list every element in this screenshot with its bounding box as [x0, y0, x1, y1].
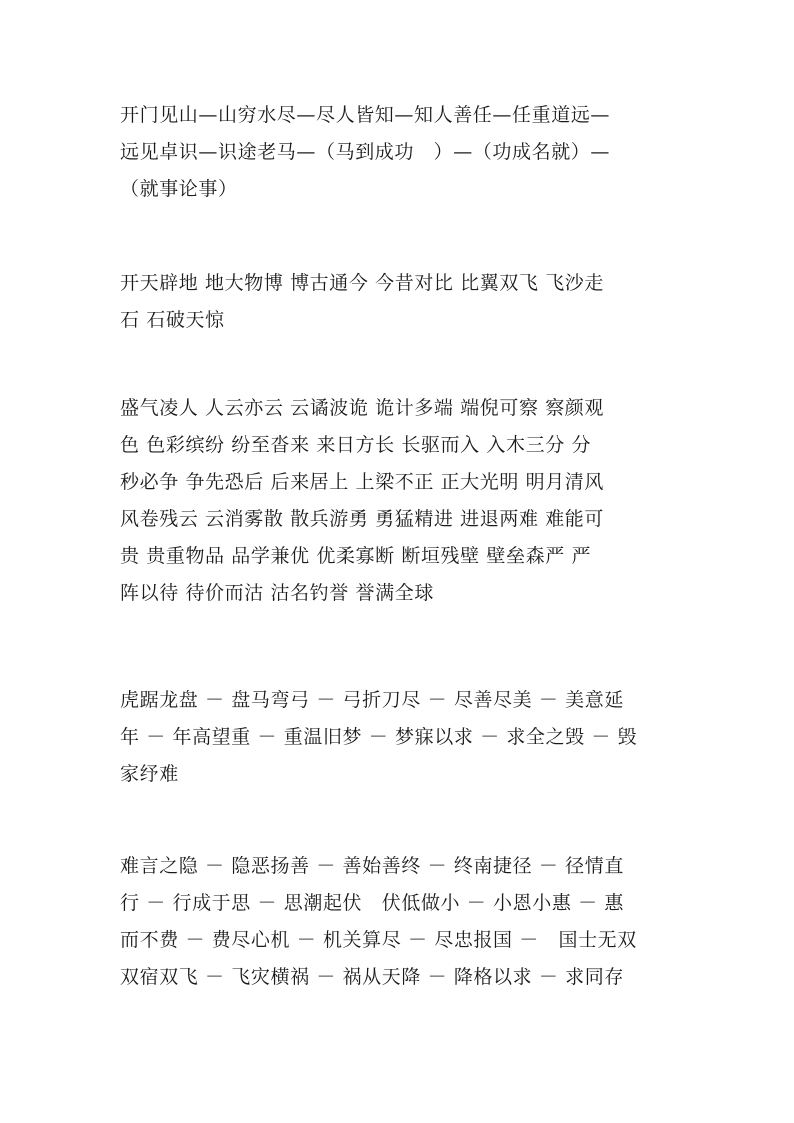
text-line: 远见卓识—识途老马—（马到成功 ）—（功成名就）— [120, 141, 611, 163]
paragraph-idiom-chain-4 [120, 682, 680, 793]
text-line: 盛气凌人 人云亦云 云谲波诡 诡计多端 端倪可察 察颜观 [120, 397, 604, 419]
text-line: 色 色彩缤纷 纷至沓来 来日方长 长驱而入 入木三分 分 [120, 434, 592, 456]
paragraph-idiom-chain-2 [120, 265, 680, 339]
paragraph-idiom-chain-5 [120, 848, 680, 996]
text-line: 风卷残云 云消雾散 散兵游勇 勇猛精进 进退两难 难能可 [120, 508, 604, 530]
text-line: 行 － 行成于思 － 思潮起伏 伏低做小 － 小恩小惠 － 惠 [120, 892, 624, 914]
text-line: 家纾难 [120, 763, 179, 785]
text-line: （就事论事） [120, 178, 238, 200]
text-line: 开门见山—山穷水尽—尽人皆知—知人善任—任重道远— [120, 104, 611, 126]
text-line: 秒必争 争先恐后 后来居上 上梁不正 正大光明 明月清风 [120, 471, 604, 493]
text-line: 开天辟地 地大物博 博古通今 今昔对比 比翼双飞 飞沙走 [120, 272, 604, 294]
paragraph-idiom-chain-3 [120, 390, 680, 612]
text-line: 难言之隐 － 隐恶扬善 － 善始善终 － 终南捷径 － 径情直 [120, 855, 624, 877]
text-line: 而不费 － 费尽心机 － 机关算尽 － 尽忠报国 － 国士无双 [120, 929, 637, 951]
text-line: 阵以待 待价而沽 沽名钓誉 誉满全球 [120, 582, 434, 604]
text-line: 贵 贵重物品 品学兼优 优柔寡断 断垣残壁 壁垒森严 严 [120, 545, 592, 567]
text-line: 年 － 年高望重 － 重温旧梦 － 梦寐以求 － 求全之毁 － 毁 [120, 726, 638, 748]
text-line: 石 石破天惊 [120, 309, 225, 331]
text-line: 虎踞龙盘 － 盘马弯弓 － 弓折刀尽 － 尽善尽美 － 美意延 [120, 689, 624, 711]
paragraph-idiom-chain-1 [120, 97, 680, 208]
text-line: 双宿双飞 － 飞灾横祸 － 祸从天降 － 降格以求 － 求同存 [120, 966, 624, 988]
